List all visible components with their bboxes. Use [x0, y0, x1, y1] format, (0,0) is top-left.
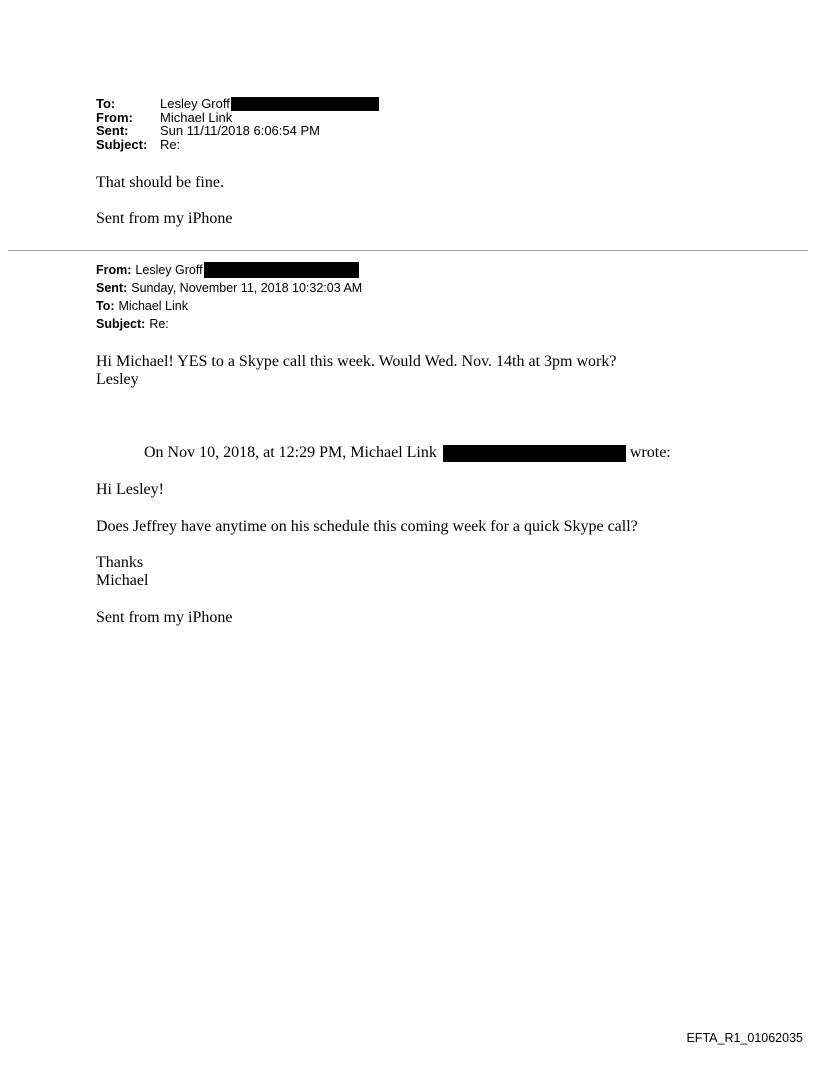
quoted-to-row [96, 297, 362, 315]
quoted-subject-value: Re: [149, 317, 169, 331]
sent-label: Sent: [96, 123, 129, 138]
nested-question: Does Jeffrey have anytime on his schedule this coming week for a quick Skype call? [96, 518, 638, 535]
quoted-header [96, 261, 362, 333]
quoted-to-label: To: [96, 299, 115, 313]
quoted-from-label: From: [96, 263, 132, 277]
attribution-text: On Nov 10, 2018, at 12:29 PM, Michael Link [144, 444, 437, 461]
email-header [96, 97, 379, 151]
redaction-bar [204, 262, 359, 278]
reply-text: That should be fine. [96, 174, 224, 191]
header-to-row [96, 97, 379, 111]
attribution-wrote: wrote: [629, 444, 671, 461]
nested-name: Michael [96, 572, 149, 589]
nested-thanks: Thanks [96, 554, 144, 571]
from-label: From: [96, 109, 133, 125]
quoted-subject-label: Subject: [96, 317, 146, 331]
redaction-bar [231, 97, 379, 111]
from-value: Michael Link [160, 109, 233, 125]
redaction-bar [443, 445, 626, 462]
nested-signature: Sent from my iPhone [96, 609, 233, 626]
quoted-from-value: Lesley Groff [135, 263, 203, 277]
subject-label: Subject: [96, 136, 148, 152]
subject-value: Re: [160, 136, 181, 152]
quoted-sent-row [96, 279, 362, 297]
header-sent-row [96, 124, 379, 138]
header-subject-row [96, 138, 379, 152]
quoted-to-value: Michael Link [118, 299, 188, 313]
sent-value: Sun 11/11/2018 6:06:54 PM [160, 123, 320, 138]
document-id: EFTA_R1_01062035 [686, 1031, 803, 1045]
quoted-sent-value: Sunday, November 11, 2018 10:32:03 AM [131, 281, 363, 295]
header-from-row [96, 111, 379, 125]
nested-greeting: Hi Lesley! [96, 481, 164, 498]
quoted-body-signoff: Lesley [96, 371, 139, 388]
reply-signature: Sent from my iPhone [96, 210, 233, 227]
to-label: To: [96, 96, 116, 111]
nested-attribution [144, 444, 671, 462]
message-divider [8, 250, 808, 251]
quoted-sent-label: Sent: [96, 281, 128, 295]
to-value: Lesley Groff [160, 96, 230, 111]
quoted-body-line: Hi Michael! YES to a Skype call this week. Would Wed. Nov. 14th at 3pm work? [96, 353, 617, 370]
quoted-from-row [96, 261, 362, 279]
quoted-subject-row [96, 315, 362, 333]
